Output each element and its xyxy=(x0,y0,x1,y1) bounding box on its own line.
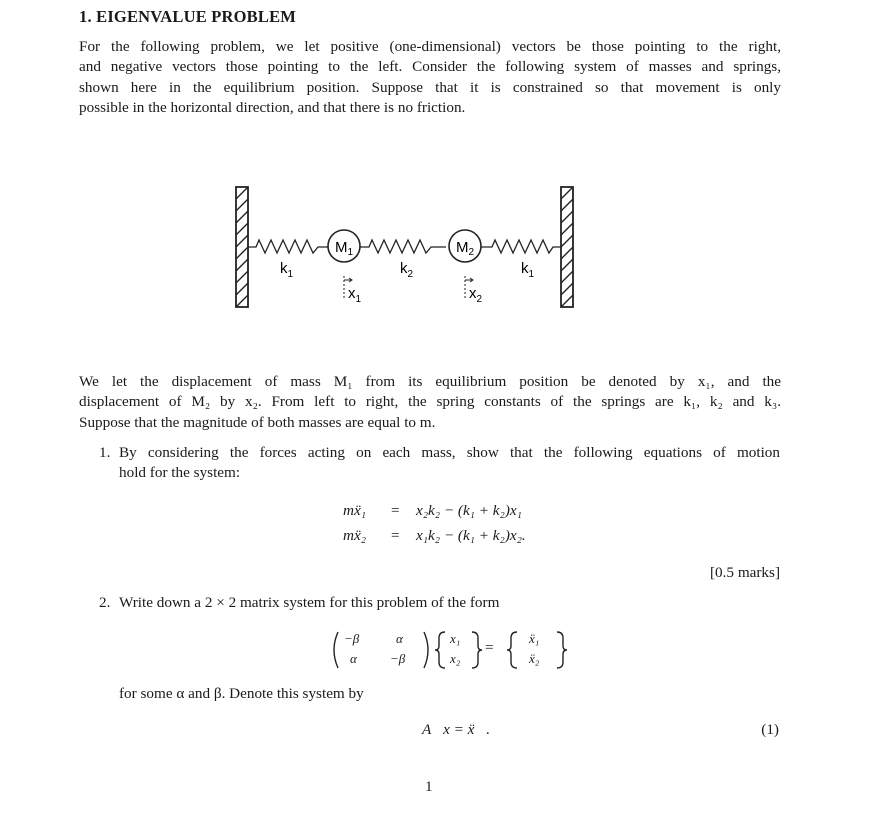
q1-line: By considering the forces acting on each mass, show that the following equations of motion xyxy=(119,444,780,461)
q2-number: 2. xyxy=(99,594,111,611)
vector-x1: x₁ xyxy=(450,631,461,646)
intro-line: and negative vectors those pointing to the left. Consider the following system of masses and springs, xyxy=(79,58,781,76)
intro-paragraph xyxy=(79,37,781,118)
matrix-a22: −β xyxy=(390,651,406,666)
spring-3-label: $k_1$ xyxy=(521,260,535,280)
equation-number: (1) xyxy=(761,721,779,738)
q1-eq2-lhs: mẍ₂ xyxy=(343,527,366,544)
q1-line: hold for the system: xyxy=(119,464,241,482)
spring-2 xyxy=(360,240,446,253)
setup-line: Suppose that the magnitude of both masses are equal to m. xyxy=(79,413,436,431)
q1-marks: [0.5 marks] xyxy=(709,564,780,581)
vector-x2: x₂ xyxy=(450,651,461,666)
q2-line2: for some α and β. Denote this system by xyxy=(119,685,364,702)
matrix-equation xyxy=(328,628,578,672)
q1-eq1-rhs: x₂k₂ − (k₁ + k₂)x₁ xyxy=(416,502,522,519)
q1-eq2-sign: = xyxy=(391,527,400,544)
mass-2-label: $M_2$ xyxy=(455,239,475,258)
q1-number: 1. xyxy=(99,444,111,461)
matrix-eq-sign: = xyxy=(485,639,494,656)
vector-xdd1: ẍ₁ xyxy=(529,631,540,646)
system-equation: A⃗x = ẍ⃗. xyxy=(422,721,491,738)
spring-1 xyxy=(248,240,328,253)
vector-xdd2: ẍ₂ xyxy=(529,651,540,666)
spring-2-label: $k_2$ xyxy=(400,260,414,280)
spring-1-label: $k_1$ xyxy=(280,260,294,280)
q1-eq1-lhs: mẍ₁ xyxy=(343,502,366,519)
spring-3 xyxy=(481,240,561,253)
matrix-a12: α xyxy=(396,631,403,646)
intro-line: For the following problem, we let positive (one-dimensional) vectors be those pointing to the right, xyxy=(79,38,781,55)
intro-line: shown here in the equilibrium position. Suppose that it is constrained so that movement is only xyxy=(79,78,781,96)
setup-line: displacement of M₂ by x₂. From left to right, the spring constants of the springs are k₁, k₂ and k₃. xyxy=(79,393,781,411)
right-wall xyxy=(561,187,573,307)
intro-line: possible in the horizontal direction, and that there is no friction. xyxy=(79,98,466,116)
setup-paragraph xyxy=(79,372,781,433)
matrix-a21: α xyxy=(350,651,357,666)
q2-line1: Write down a 2 × 2 matrix system for this problem of the form xyxy=(119,594,500,611)
q1-eq2-rhs: x₁k₂ − (k₁ + k₂)x₂. xyxy=(416,527,526,544)
setup-line: We let the displacement of mass M₁ from its equilibrium position be denoted by x₁, and the xyxy=(79,373,781,390)
left-wall xyxy=(236,187,248,307)
q1-eq1-sign: = xyxy=(391,502,400,519)
mass-1-label: $M_1$ xyxy=(334,239,354,258)
mass-spring-diagram xyxy=(230,180,590,312)
page-number: 1 xyxy=(425,778,433,795)
q1-text xyxy=(119,443,780,484)
section-number: 1. xyxy=(79,7,92,26)
displacement-1-label: $x_1$ xyxy=(348,285,362,305)
displacement-2-label: $x_2$ xyxy=(469,285,483,305)
matrix-a11: −β xyxy=(344,631,360,646)
section-title-text: EIGENVALUE PROBLEM xyxy=(96,7,297,26)
section-title xyxy=(79,7,296,27)
